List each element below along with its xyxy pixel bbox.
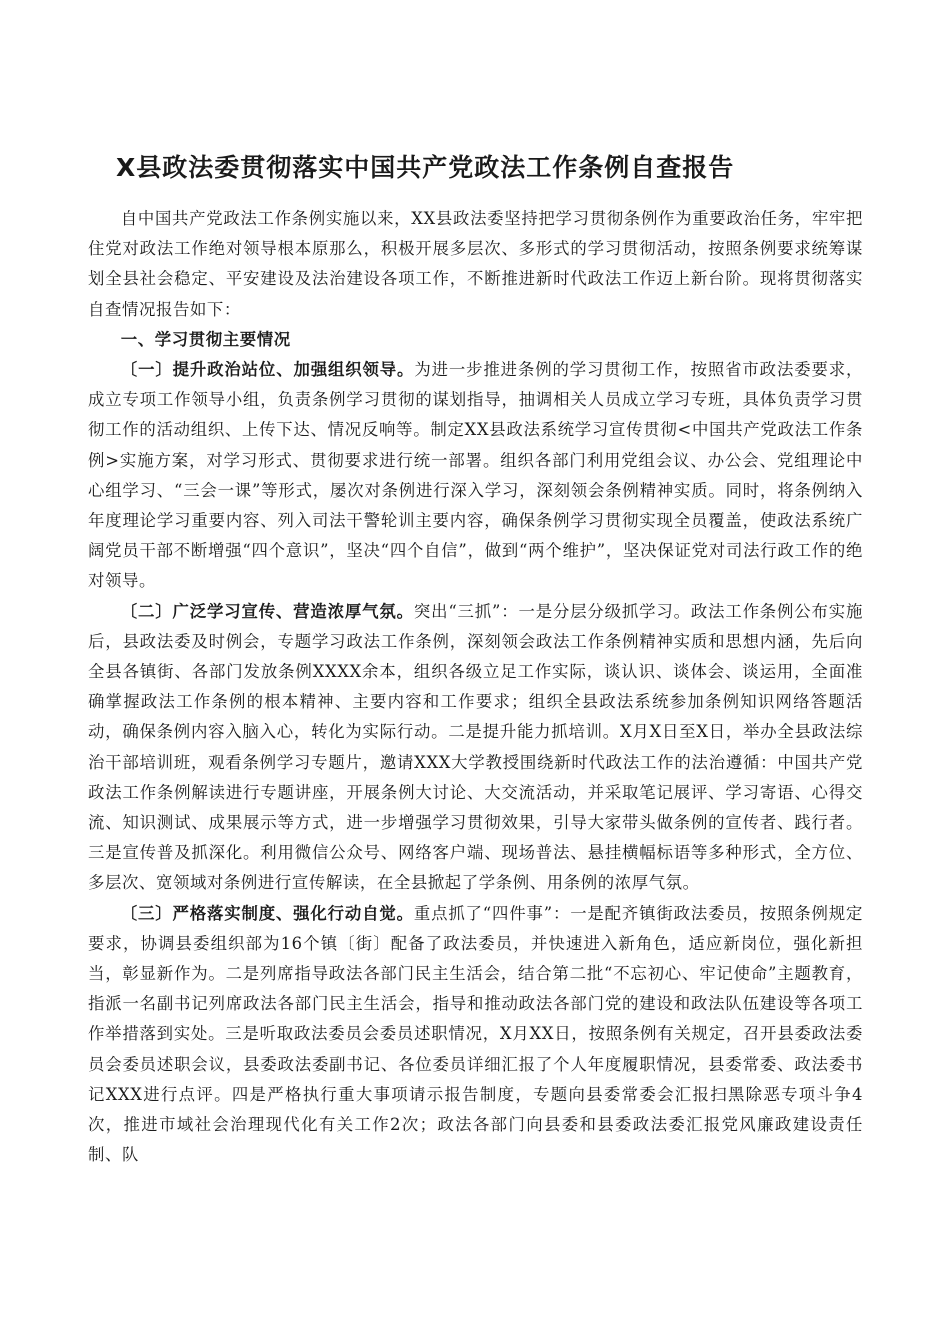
paragraph-body: 突出“三抓”：一是分层分级抓学习。政法工作条例公布实施后，县政法委及时例会，专题学习政法工作条例，深刻领会政法工作条例精神实质和思想内涵，先后向全县各镇街、各部门发放条例XXXX余本，组织各级立足工作实际，谈认识、谈体会、谈运用，全面准确掌握政法工作条例的根本精神、主要内容和工作要求；组织全县政法系统参加条例知识网络答题活动，确保条例内容入脑入心，转化为实际行动。二是提升能力抓培训。X月X日至X日，举办全县政法综治干部培训班，观看条例学习专题片，邀请XXX大学教授围绕新时代政法工作的法治遵循：中国共产党政法工作条例解读进行专题讲座，开展条例大讨论、大交流活动，并采取笔记展评、学习寄语、心得交流、知识测试、成果展示等方式，进一步增强学习贯彻效果，引导大家带头做条例的宣传者、践行者。三是宣传普及抓深化。利用微信公众号、网络客户端、现场普法、悬挂横幅标语等多种形式，全方位、多层次、宽领域对条例进行宣传解读，在全县掀起了学条例、用条例的浓厚气氛。 xyxy=(88,601,863,893)
paragraph-item-1 xyxy=(88,355,863,597)
paragraph-item-3 xyxy=(88,899,863,1171)
paragraph-item-2 xyxy=(88,597,863,899)
paragraph-body: 重点抓了“四件事”：一是配齐镇街政法委员，按照条例规定要求，协调县委组织部为16个镇〔街〕配备了政法委员，并快速进入新角色，适应新岗位，强化新担当，彰显新作为。二是列席指导政法各部门民主生活会，结合第二批“不忘初心、牢记使命”主题教育，指派一名副书记列席政法各部门民主生活会，指导和推动政法各部门党的建设和政法队伍建设等各项工作举措落到实处。三是听取政法委员会委员述职情况，X月XX日，按照条例有关规定，召开县委政法委员会委员述职会议，县委政法委副书记、各位委员详细汇报了个人年度履职情况，县委常委、政法委书记XXX进行点评。四是严格执行重大事项请示报告制度，专题向县委常委会汇报扫黑除恶专项斗争4次，推进市域社会治理现代化有关工作2次；政法各部门向县委和县委政法委汇报党风廉政建设责任制、队 xyxy=(88,903,863,1165)
section-heading: 一、学习贯彻主要情况 xyxy=(120,329,291,349)
paragraph-body: 为进一步推进条例的学习贯彻工作，按照省市政法委要求，成立专项工作领导小组，负责条例学习贯彻的谋划指导，抽调相关人员成立学习专班，具体负责学习贯彻工作的活动组织、上传下达、情况反响等。制定XX县政法系统学习宣传贯彻<中国共产党政法工作条例>实施方案，对学习形式、贯彻要求进行统一部署。组织各部门利用党组会议、办公会、党组理论中心组学习、“三会一课”等形式，屡次对条例进行深入学习，深刻领会条例精神实质。同时，将条例纳入年度理论学习重要内容、列入司法干警轮训主要内容，确保条例学习贯彻实现全员覆盖，使政法系统广阔党员干部不断增强“四个意识”，坚决“四个自信”，做到“两个维护”，坚决保证党对司法行政工作的绝对领导。 xyxy=(88,360,863,591)
document-page xyxy=(88,148,863,1171)
document-title: X县政法委贯彻落实中国共产党政法工作条例自查报告 xyxy=(116,153,735,182)
paragraph-lead: 〔三〕严格落实制度、强化行动自觉。 xyxy=(120,903,414,923)
paragraph-lead: 〔一〕提升政治站位、加强组织领导。 xyxy=(120,360,415,380)
intro-paragraph: 自中国共产党政法工作条例实施以来，XX县政法委坚持把学习贯彻条例作为重要政治任务，牢牢把住党对政法工作绝对领导根本原那么，积极开展多层次、多形式的学习贯彻活动，按照条例要求统筹谋划全县社会稳定、平安建设及法治建设各项工作，不断推进新时代政法工作迈上新台阶。现将贯彻落实自查情况报告如下： xyxy=(88,209,863,319)
paragraph-lead: 〔二〕广泛学习宣传、营造浓厚气氛。 xyxy=(120,601,414,621)
